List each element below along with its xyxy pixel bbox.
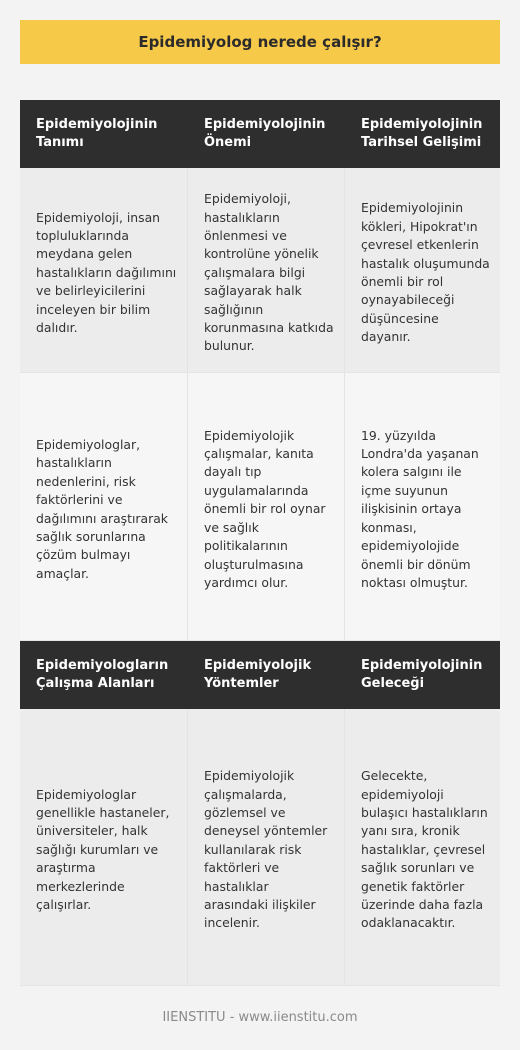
table-cell: Epidemiyoloji, hastalıkların önlenmesi ve kontrolüne yönelik çalışmalara bilgi sağlayarak halk sağlığının korunmasına katkıda bulunur. — [188, 168, 345, 373]
table-cell: Epidemiyolojinin kökleri, Hipokrat'ın çevresel etkenlerin hastalık oluşumunda önemli bir rol oynayabileceği düşüncesine dayanır. — [345, 168, 500, 373]
column-header-definition: Epidemiyolojinin Tanımı — [20, 100, 188, 168]
column-header-methods: Epidemiyolojik Yöntemler — [188, 641, 345, 709]
table-cell: Epidemiyolojik çalışmalar, kanıta dayalı tıp uygulamalarında önemli bir rol oynar ve sağlık politikalarının oluşturulmasına yardımcı olur. — [188, 373, 345, 641]
table-cell: Epidemiyologlar genellikle hastaneler, üniversiteler, halk sağlığı kurumları ve araştırma merkezlerinde çalışırlar. — [20, 709, 188, 986]
table-cell: 19. yüzyılda Londra'da yaşanan kolera salgını ile içme suyunun ilişkisinin ortaya konması, epidemiyolojide önemli bir dönüm noktası olmuştur. — [345, 373, 500, 641]
column-header-history: Epidemiyolojinin Tarihsel Gelişimi — [345, 100, 500, 168]
info-table — [20, 100, 500, 986]
table-cell: Gelecekte, epidemiyoloji bulaşıcı hastalıkların yanı sıra, kronik hastalıklar, çevresel sağlık sorunları ve genetik faktörler üzerinde daha fazla odaklanacaktır. — [345, 709, 500, 986]
table-cell: Epidemiyoloji, insan topluluklarında meydana gelen hastalıkların dağılımını ve belirleyicilerini inceleyen bir bilim dalıdır. — [20, 168, 188, 373]
column-header-future: Epidemiyolojinin Geleceği — [345, 641, 500, 709]
column-header-importance: Epidemiyolojinin Önemi — [188, 100, 345, 168]
table-cell: Epidemiyolojik çalışmalarda, gözlemsel ve deneysel yöntemler kullanılarak risk faktörleri ve hastalıklar arasındaki ilişkiler incelenir. — [188, 709, 345, 986]
page-title: Epidemiyolog nerede çalışır? — [20, 20, 500, 64]
table-cell: Epidemiyologlar, hastalıkların nedenlerini, risk faktörlerini ve dağılımını araştırarak sağlık sorunlarına çözüm bulmayı amaçlar. — [20, 373, 188, 641]
footer-credit: IIENSTITU - www.iienstitu.com — [162, 1010, 358, 1025]
column-header-work-areas: Epidemiyologların Çalışma Alanları — [20, 641, 188, 709]
